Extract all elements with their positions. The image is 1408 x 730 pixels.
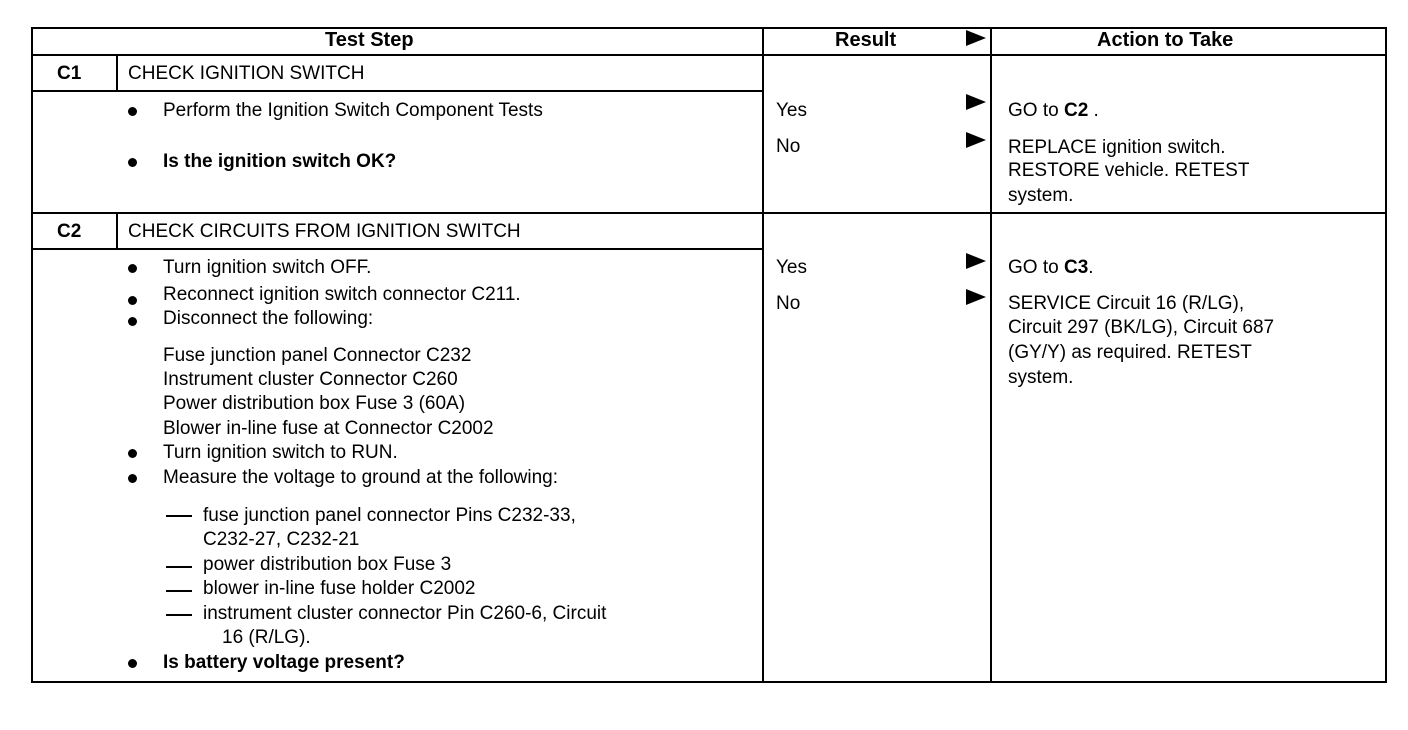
c1-action-no-line-3: system.	[1008, 185, 1074, 206]
header-action: Action to Take	[1097, 29, 1234, 51]
bullet-icon	[128, 107, 137, 116]
c2-step-1: Turn ignition switch OFF.	[163, 257, 372, 278]
c2-step-3: Disconnect the following:	[163, 308, 374, 329]
c2-action-yes: GO to C3.	[1008, 257, 1094, 278]
bullet-icon	[128, 317, 137, 326]
c2-measure-item-3: blower in-line fuse holder C2002	[203, 578, 476, 599]
c2-disconnect-item-2: Instrument cluster Connector C260	[163, 369, 458, 390]
bullet-icon	[128, 659, 137, 668]
c1-result-no: No	[776, 136, 801, 157]
c1-action-no-line-1: REPLACE ignition switch.	[1008, 137, 1226, 158]
c2-step-4: Turn ignition switch to RUN.	[163, 442, 398, 463]
c2-disconnect-item-4: Blower in-line fuse at Connector C2002	[163, 418, 494, 439]
header-divider	[31, 54, 1387, 56]
row-divider-c2	[31, 212, 1387, 214]
c2-step-5: Measure the voltage to ground at the following:	[163, 467, 559, 488]
c2-action-no-line-4: system.	[1008, 367, 1074, 388]
c2-step-id: C2	[57, 221, 82, 242]
c1-title-underline	[31, 90, 763, 92]
c2-measure-item-1-cont: C232-27, C232-21	[203, 529, 360, 550]
result-arrow-icon	[966, 132, 986, 148]
c2-id-divider	[116, 214, 118, 249]
c2-action-no-line-1: SERVICE Circuit 16 (R/LG),	[1008, 293, 1245, 314]
result-arrow-icon	[966, 289, 986, 305]
c2-measure-item-4-cont: 16 (R/LG).	[222, 627, 311, 648]
c2-measure-item-4: instrument cluster connector Pin C260-6, Circuit	[203, 603, 607, 624]
header-arrow-icon	[966, 30, 986, 46]
c1-step-id: C1	[57, 63, 82, 84]
c2-result-yes: Yes	[776, 257, 807, 278]
table-border-right	[1385, 27, 1387, 683]
dash-icon	[166, 515, 192, 517]
bullet-icon	[128, 158, 137, 167]
c2-action-no-line-3: (GY/Y) as required. RETEST	[1008, 342, 1252, 363]
c2-disconnect-item-3: Power distribution box Fuse 3 (60A)	[163, 393, 466, 414]
dash-icon	[166, 566, 192, 568]
c2-measure-item-2: power distribution box Fuse 3	[203, 554, 452, 575]
header-test-step: Test Step	[325, 29, 414, 51]
c2-result-no: No	[776, 293, 801, 314]
bullet-icon	[128, 296, 137, 305]
c1-action-no-line-2: RESTORE vehicle. RETEST	[1008, 160, 1250, 181]
bullet-icon	[128, 449, 137, 458]
c1-question: Is the ignition switch OK?	[163, 151, 397, 172]
c2-step-title: CHECK CIRCUITS FROM IGNITION SWITCH	[128, 221, 521, 242]
dash-icon	[166, 590, 192, 592]
c2-measure-item-1: fuse junction panel connector Pins C232-33,	[203, 505, 576, 526]
bullet-icon	[128, 264, 137, 273]
header-result: Result	[835, 29, 897, 51]
c1-step-title: CHECK IGNITION SWITCH	[128, 63, 365, 84]
c1-result-yes: Yes	[776, 100, 807, 121]
column-divider-action	[990, 27, 992, 683]
c2-step-2: Reconnect ignition switch connector C211.	[163, 284, 521, 305]
c2-action-no-line-2: Circuit 297 (BK/LG), Circuit 687	[1008, 317, 1275, 338]
c1-step-1: Perform the Ignition Switch Component Tests	[163, 100, 543, 121]
result-arrow-icon	[966, 253, 986, 269]
table-border-left	[31, 27, 33, 683]
column-divider-result	[762, 27, 764, 683]
c1-action-yes: GO to C2 .	[1008, 100, 1099, 121]
bullet-icon	[128, 474, 137, 483]
c2-title-underline	[31, 248, 763, 250]
c2-question: Is battery voltage present?	[163, 652, 405, 673]
dash-icon	[166, 614, 192, 616]
result-arrow-icon	[966, 94, 986, 110]
c1-id-divider	[116, 56, 118, 91]
c2-disconnect-item-1: Fuse junction panel Connector C232	[163, 345, 472, 366]
table-border-bottom	[31, 681, 1387, 683]
